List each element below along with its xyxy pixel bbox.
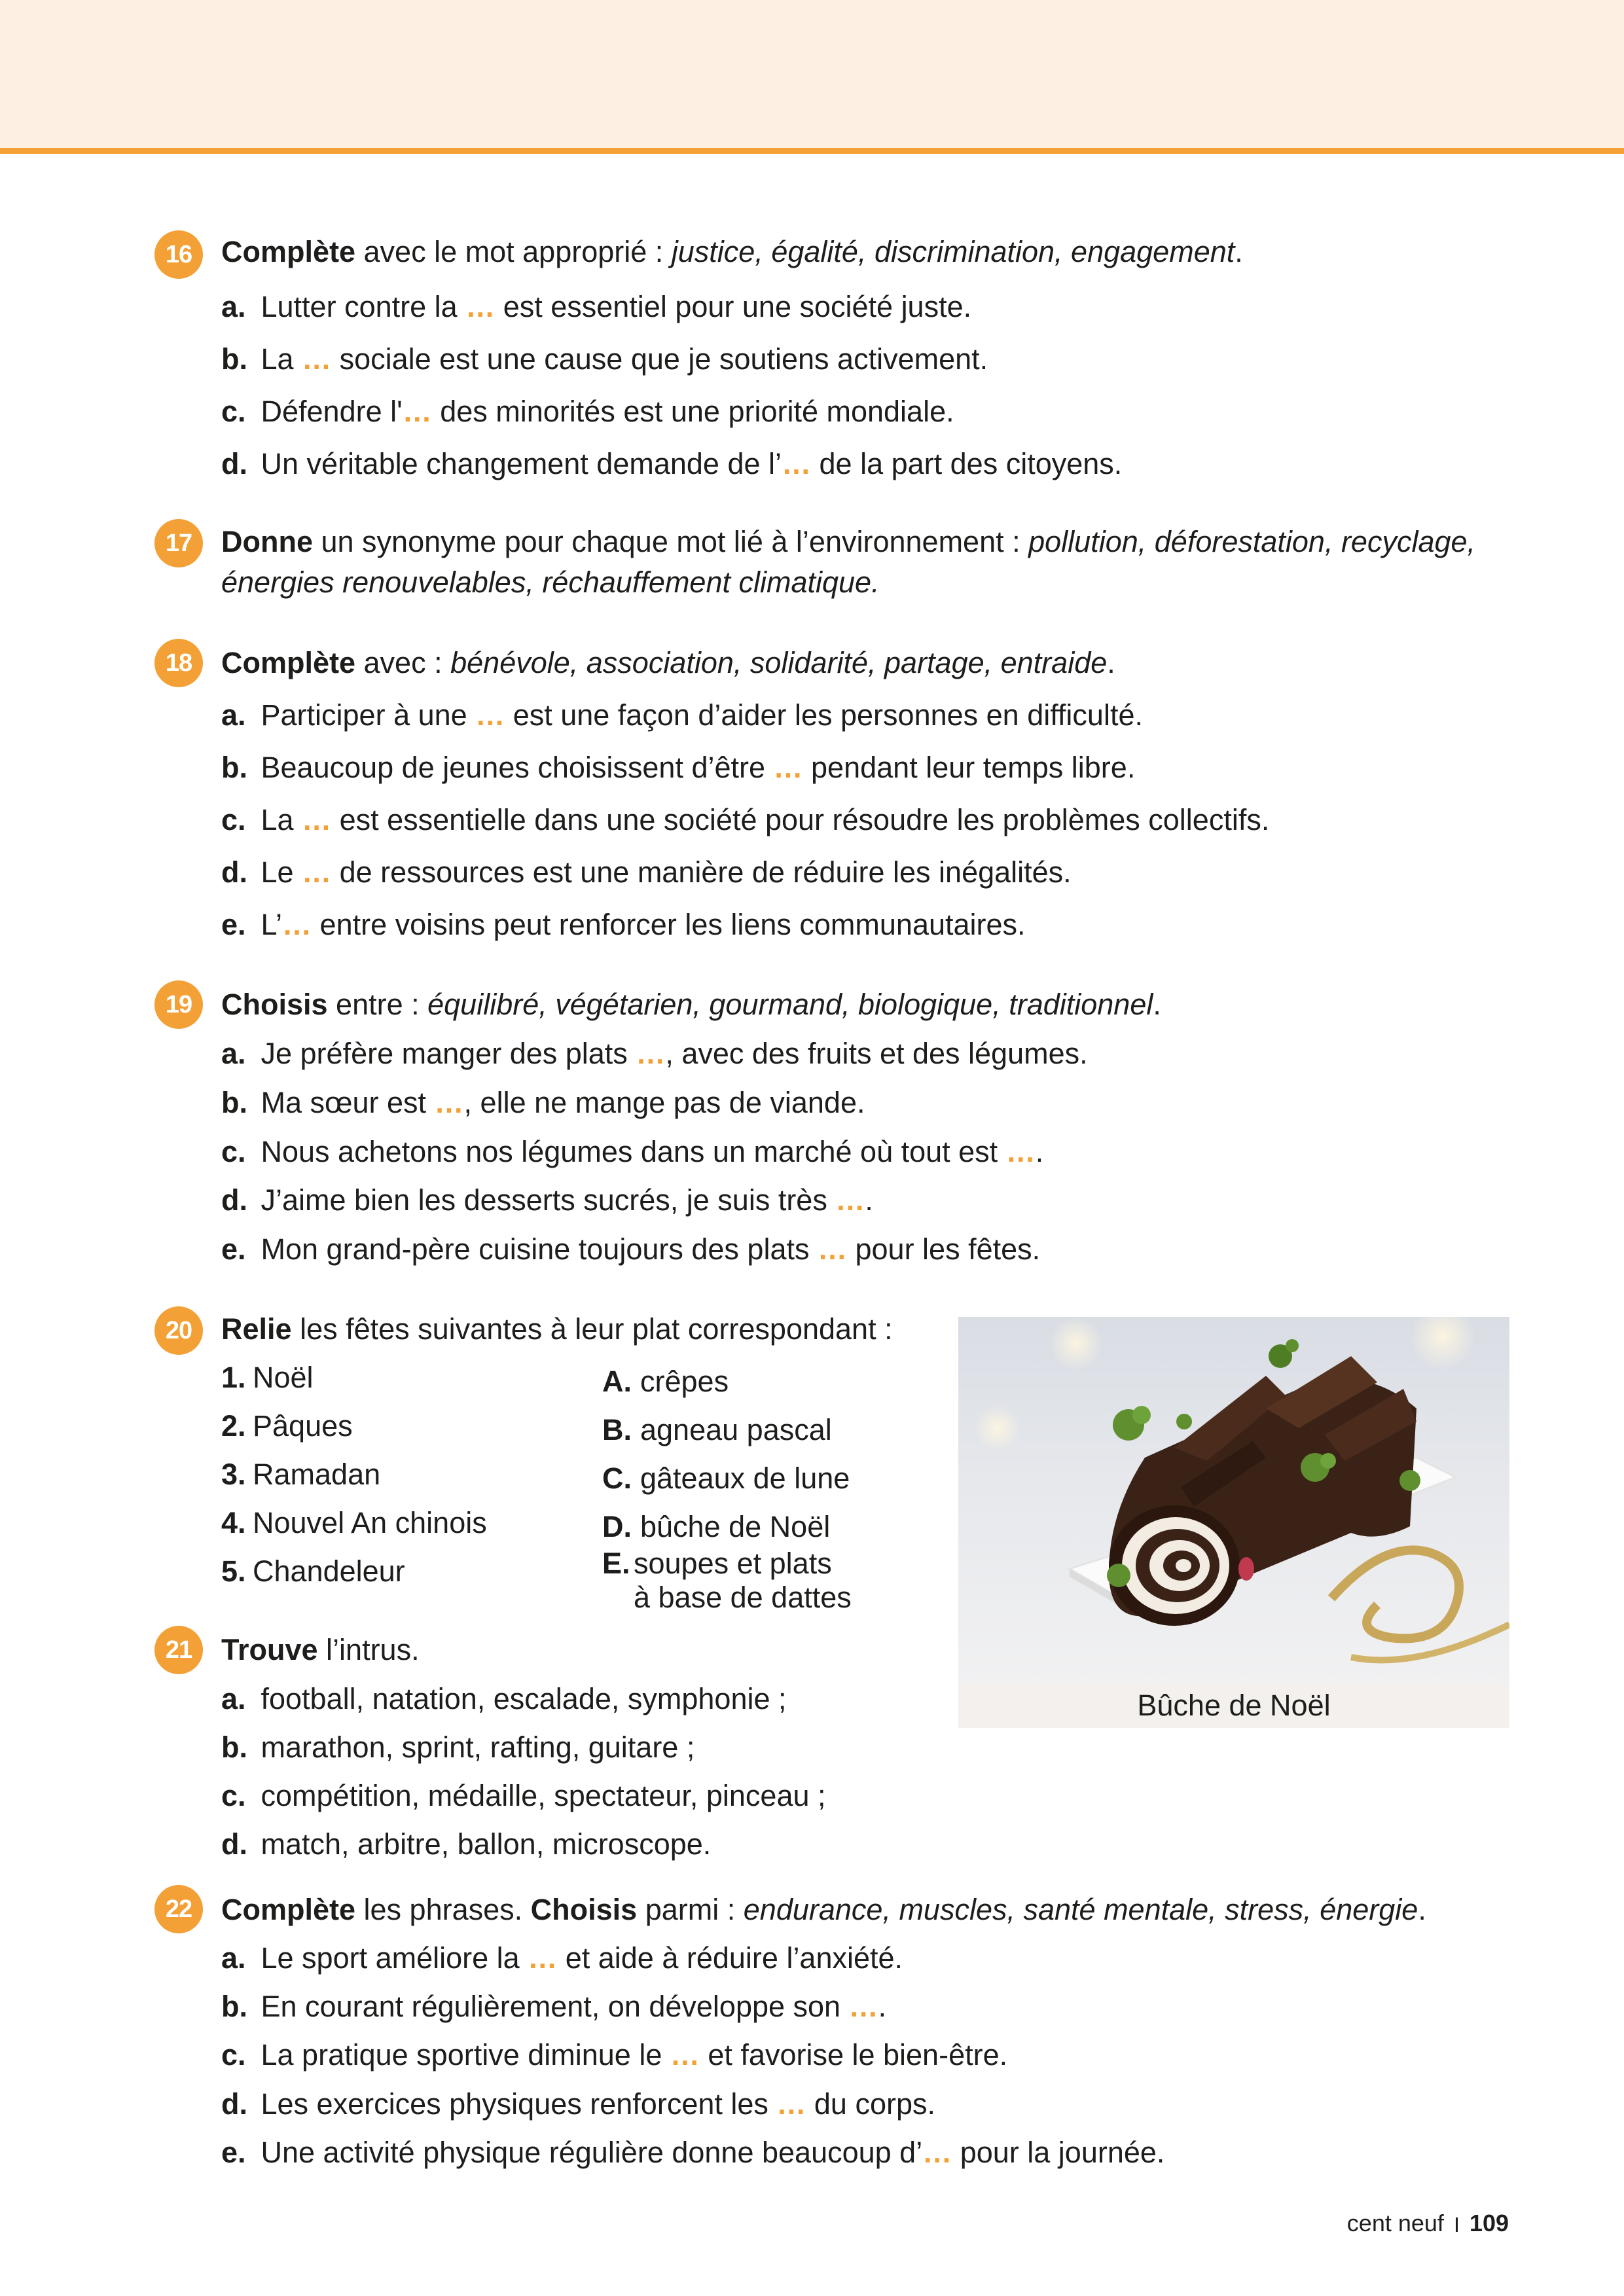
- blank-dots: …: [302, 342, 332, 376]
- page-footer: [1347, 2207, 1509, 2240]
- exercise-item: a. Lutter contre la … est essentiel pour une société juste.: [221, 290, 972, 323]
- exercise-instruction: Complète avec : bénévole, association, solidarité, partage, entraide.: [221, 646, 1115, 679]
- header-band: [0, 0, 1624, 149]
- match-left-item: 5. Chandeleur: [221, 1554, 405, 1588]
- exercise-item: e. L’… entre voisins peut renforcer les liens communautaires.: [221, 908, 1026, 941]
- exercise-item: e. Une activité physique régulière donne beaucoup d’… pour la journée.: [221, 2136, 1165, 2169]
- page-number: 109: [1469, 2210, 1509, 2236]
- match-right-item: D. bûche de Noël: [602, 1510, 831, 1543]
- exercise-item: c. Nous achetons nos légumes dans un marché où tout est ….: [221, 1135, 1044, 1168]
- match-left-item: 4. Nouvel An chinois: [221, 1506, 487, 1539]
- exercise-instruction: Trouve l’intrus.: [221, 1633, 420, 1666]
- blank-dots: …: [302, 803, 332, 836]
- match-left-item: 1. Noël: [221, 1361, 314, 1394]
- blank-dots: …: [776, 2087, 806, 2121]
- exercise-item: b. En courant régulièrement, on développe son ….: [221, 1990, 887, 2023]
- match-left-item: 3. Ramadan: [221, 1458, 381, 1491]
- blank-dots: …: [773, 751, 803, 784]
- exercise-number-badge: 22: [154, 1885, 203, 1933]
- header-rule: [0, 148, 1624, 154]
- exercise-item: d. Un véritable changement demande de l’… de la part des citoyens.: [221, 447, 1123, 480]
- match-right-item: A. crêpes: [602, 1365, 729, 1398]
- yule-log-photo: [958, 1317, 1509, 1683]
- exercise-item: b. Beaucoup de jeunes choisissent d’être … pendant leur temps libre.: [221, 751, 1136, 784]
- exercise-instruction: Complète avec le mot approprié : justice, égalité, discrimination, engagement.: [221, 235, 1243, 268]
- exercise-number-badge: 21: [154, 1626, 203, 1674]
- blank-dots: …: [465, 290, 496, 323]
- exercise-item: c. La … est essentielle dans une société pour résoudre les problèmes collectifs.: [221, 803, 1270, 836]
- exercise-number-badge: 16: [154, 230, 203, 279]
- yule-log-icon: [958, 1317, 1509, 1683]
- exercise-instruction: Relie les fêtes suivantes à leur plat correspondant :: [221, 1312, 893, 1346]
- exercise-item: c. Défendre l'… des minorités est une priorité mondiale.: [221, 395, 954, 428]
- exercise-item: a. football, natation, escalade, symphonie ;: [221, 1682, 787, 1715]
- blank-dots: …: [434, 1086, 464, 1119]
- match-right-item: B. agneau pascal: [602, 1413, 832, 1446]
- exercise-item: d. match, arbitre, ballon, microscope.: [221, 1827, 712, 1861]
- exercise-item: c. compétition, médaille, spectateur, pinceau ;: [221, 1779, 826, 1812]
- exercise-instruction: Complète les phrases. Choisis parmi : endurance, muscles, santé mentale, stress, énergie.: [221, 1893, 1426, 1926]
- exercise-number-badge: 19: [154, 980, 203, 1029]
- match-left-item: 2. Pâques: [221, 1409, 353, 1443]
- blank-dots: …: [282, 908, 312, 941]
- blank-dots: …: [782, 447, 812, 480]
- exercise-item: b. La … sociale est une cause que je soutiens activement.: [221, 342, 988, 376]
- exercise-item: a. Je préfère manger des plats …, avec des fruits et des légumes.: [221, 1037, 1088, 1070]
- page-number-words: cent neuf: [1346, 2210, 1444, 2236]
- blank-dots: …: [302, 855, 332, 889]
- exercise-item: b. marathon, sprint, rafting, guitare ;: [221, 1731, 695, 1764]
- blank-dots: …: [402, 395, 432, 428]
- exercise-item: d. Le … de ressources est une manière de réduire les inégalités.: [221, 855, 1072, 889]
- exercise-item: c. La pratique sportive diminue le … et favorise le bien-être.: [221, 2038, 1008, 2072]
- exercise-item: a. Le sport améliore la … et aide à réduire l’anxiété.: [221, 1941, 903, 1975]
- blank-dots: …: [922, 2136, 952, 2169]
- blank-dots: …: [528, 1941, 558, 1975]
- blank-dots: …: [1005, 1135, 1036, 1168]
- blank-dots: …: [835, 1183, 865, 1217]
- footer-separator: [1456, 2217, 1458, 2232]
- blank-dots: …: [848, 1990, 878, 2023]
- exercise-number-badge: 18: [154, 639, 203, 687]
- blank-dots: …: [475, 698, 505, 732]
- exercise-item: a. Participer à une … est une façon d’aider les personnes en difficulté.: [221, 698, 1143, 732]
- exercise-item: d. J’aime bien les desserts sucrés, je suis très ….: [221, 1183, 873, 1217]
- exercise-instruction: Donne un synonyme pour chaque mot lié à l’environnement : pollution, déforestation, recyclage, énergies renouvelables, réchauffement climatique.: [221, 525, 1476, 599]
- blank-dots: …: [670, 2038, 700, 2072]
- match-right-item: E. soupes et plats à base de dattes: [602, 1547, 852, 1614]
- exercise-number-badge: 20: [154, 1306, 203, 1355]
- exercise-item: b. Ma sœur est …, elle ne mange pas de viande.: [221, 1086, 865, 1119]
- blank-dots: …: [636, 1037, 666, 1070]
- exercise-item: e. Mon grand-père cuisine toujours des plats … pour les fêtes.: [221, 1232, 1041, 1266]
- exercise-instruction: Choisis entre : équilibré, végétarien, gourmand, biologique, traditionnel.: [221, 988, 1161, 1021]
- blank-dots: …: [817, 1232, 847, 1266]
- exercise-number-badge: 17: [154, 519, 203, 567]
- exercise-item: d. Les exercices physiques renforcent les … du corps.: [221, 2087, 936, 2121]
- match-right-item: C. gâteaux de lune: [602, 1462, 850, 1495]
- photo-caption: Bûche de Noël: [958, 1683, 1509, 1728]
